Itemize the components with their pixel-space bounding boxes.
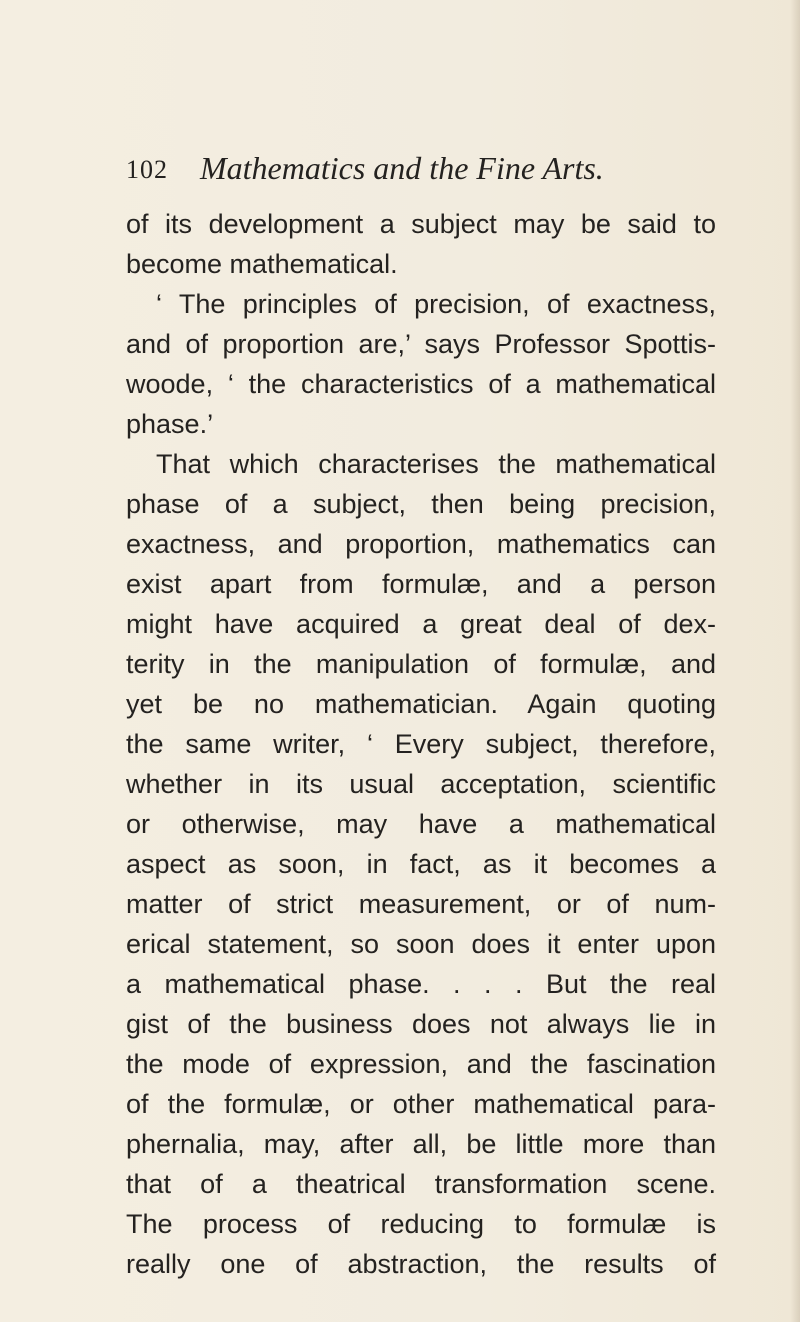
text-line: erical statement, so soon does it enter upon [126,929,716,959]
text-line: gist of the business does not always lie in [126,1009,716,1039]
running-head [126,150,646,196]
page-number: 102 [126,155,168,184]
text-line: whether in its usual acceptation, scientific [126,769,716,799]
page-edge-shadow [790,0,800,1322]
running-title: Mathematics and the Fine Arts. [200,150,604,186]
text-line: terity in the manipulation of formulæ, and [126,649,716,679]
text-line: aspect as soon, in fact, as it becomes a [126,849,716,879]
text-line: of its development a subject may be said to [126,209,716,239]
text-line: phase of a subject, then being precision, [126,489,716,519]
text-line: ‘ The principles of precision, of exactness, [156,289,716,319]
text-line: The process of reducing to formulæ is [126,1209,716,1239]
text-line: really one of abstraction, the results of [126,1249,716,1279]
body-text [126,204,716,1284]
text-line: become mathematical. [126,249,398,279]
text-line: the same writer, ‘ Every subject, therefore, [126,729,716,759]
text-line: That which characterises the mathematical [156,449,716,479]
text-line: a mathematical phase. . . . But the real [126,969,716,999]
text-line: yet be no mathematician. Again quoting [126,689,716,719]
text-line: and of proportion are,’ says Professor Spottis- [126,329,716,359]
text-line: that of a theatrical transformation scene. [126,1169,716,1199]
text-line: exactness, and proportion, mathematics can [126,529,716,559]
text-line: phase.’ [126,409,214,439]
text-line: might have acquired a great deal of dex- [126,609,716,639]
text-line: woode, ‘ the characteristics of a mathematical [126,369,716,399]
text-line: exist apart from formulæ, and a person [126,569,716,599]
text-line: or otherwise, may have a mathematical [126,809,716,839]
text-line: of the formulæ, or other mathematical para- [126,1089,716,1119]
text-line: matter of strict measurement, or of num- [126,889,716,919]
text-line: the mode of expression, and the fascination [126,1049,716,1079]
text-line: phernalia, may, after all, be little more than [126,1129,716,1159]
